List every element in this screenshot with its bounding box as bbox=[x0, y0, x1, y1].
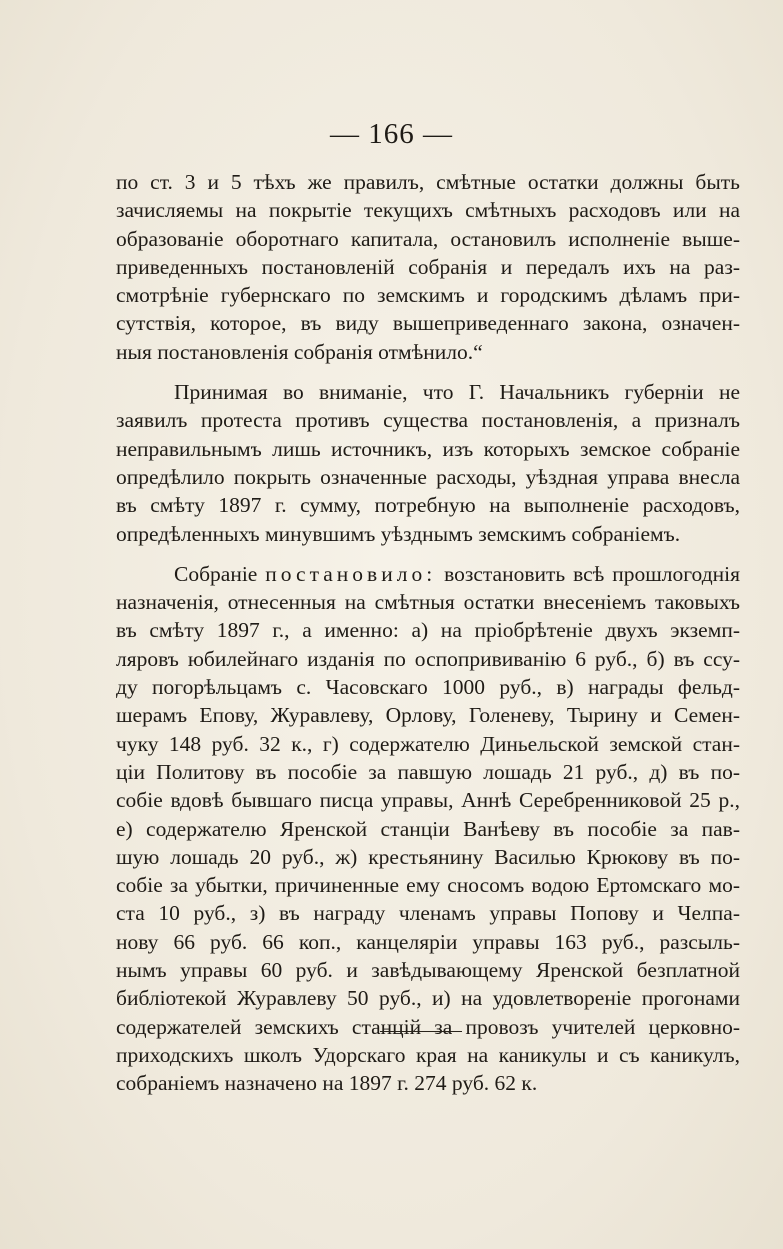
body-text bbox=[116, 168, 740, 1098]
page-number: — 166 — bbox=[330, 118, 453, 150]
text-line: чуку 148 руб. 32 к., г) содержателю Диньельской земской стан- bbox=[116, 731, 740, 756]
text-line: ныя постановленія собранія отмѣнило.“ bbox=[116, 339, 483, 364]
text-line: по ст. 3 и 5 тѣхъ же правилъ, смѣтные остатки должны быть bbox=[116, 170, 740, 194]
text-line: Принимая во вниманіе, что Г. Начальникъ губерніи не bbox=[174, 380, 740, 405]
text-line: въ смѣту 1897 г., а именно: а) на пріобрѣтеніе двухъ экземп- bbox=[116, 618, 740, 643]
text-line: ста 10 руб., з) въ награду членамъ управы Попову и Челпа- bbox=[116, 901, 740, 926]
text-line: неправильнымъ лишь источникъ, изъ которыхъ земское собраніе bbox=[116, 436, 740, 461]
text-line: смотрѣніе губернскаго по земскимъ и городскимъ дѣламъ при- bbox=[116, 283, 740, 308]
text-line: содержателей земскихъ станцій за провозъ учителей церковно- bbox=[116, 1014, 740, 1039]
text-line: заявилъ протеста противъ существа постановленія, а призналъ bbox=[116, 408, 740, 433]
paragraph-1 bbox=[116, 168, 740, 366]
section-divider bbox=[380, 1031, 462, 1032]
text-line: ду погорѣльцамъ с. Часовскаго 1000 руб., в) награды фельд- bbox=[116, 675, 740, 700]
resolution-lead: Собраніе bbox=[174, 561, 258, 586]
text-line: ціи Политову въ пособіе за павшую лошадь 21 руб., д) въ по- bbox=[116, 759, 740, 784]
resolution-rest: возстановить всѣ прошлогоднія bbox=[444, 561, 740, 586]
text-line: собраніемъ назначено на 1897 г. 274 руб. 62 к. bbox=[116, 1071, 538, 1096]
text-line: собіе за убытки, причиненные ему сносомъ водою Ертомскаго мо- bbox=[116, 873, 740, 898]
text-line: опредѣлило покрыть означенные расходы, уѣздная управа внесла bbox=[116, 464, 740, 489]
text-line: шую лошадь 20 руб., ж) крестьянину Василью Крюкову въ по- bbox=[116, 844, 740, 869]
text-line: приведенныхъ постановленій собранія и передалъ ихъ на раз- bbox=[116, 254, 740, 279]
text-line: приходскихъ школъ Удорскаго края на каникулы и съ каникулъ, bbox=[116, 1042, 740, 1067]
text-line: библіотекой Журавлеву 50 руб., и) на удовлетвореніе прогонами bbox=[116, 986, 740, 1011]
text-line: нову 66 руб. 66 коп., канцеляріи управы 163 руб., разсыль- bbox=[116, 929, 740, 954]
text-line: е) содержателю Яренской станціи Ванѣеву въ пособіе за пав- bbox=[116, 816, 740, 841]
text-line: собіе вдовѣ бывшаго писца управы, Аннѣ Серебренниковой 25 р., bbox=[116, 788, 740, 813]
text-line: шерамъ Епову, Журавлеву, Орлову, Голеневу, Тырину и Семен- bbox=[116, 703, 740, 728]
text-line: сутствія, которое, въ виду вышеприведеннаго закона, означен- bbox=[116, 311, 740, 336]
paragraph-3 bbox=[116, 560, 740, 1098]
text-line: ляровъ юбилейнаго изданія по оспопрививанію 6 руб., б) въ ссу- bbox=[116, 646, 740, 671]
text-line: нымъ управы 60 руб. и завѣдывающему Яренской безплатной bbox=[116, 958, 740, 983]
text-line: зачисляемы на покрытіе текущихъ смѣтныхъ расходовъ или на bbox=[116, 198, 740, 223]
paragraph-2 bbox=[116, 378, 740, 548]
text-line: назначенія, отнесенныя на смѣтныя остатки внесеніемъ таковыхъ bbox=[116, 590, 740, 615]
resolution-line bbox=[116, 560, 740, 588]
text-line: опредѣленныхъ минувшимъ уѣзднымъ земскимъ собраніемъ. bbox=[116, 521, 681, 546]
resolution-keyword: постановило: bbox=[265, 561, 437, 586]
text-line: въ смѣту 1897 г. сумму, потребную на выполненіе расходовъ, bbox=[116, 493, 740, 518]
text-line: образованіе оборотнаго капитала, остановилъ исполненіе выше- bbox=[116, 226, 740, 251]
